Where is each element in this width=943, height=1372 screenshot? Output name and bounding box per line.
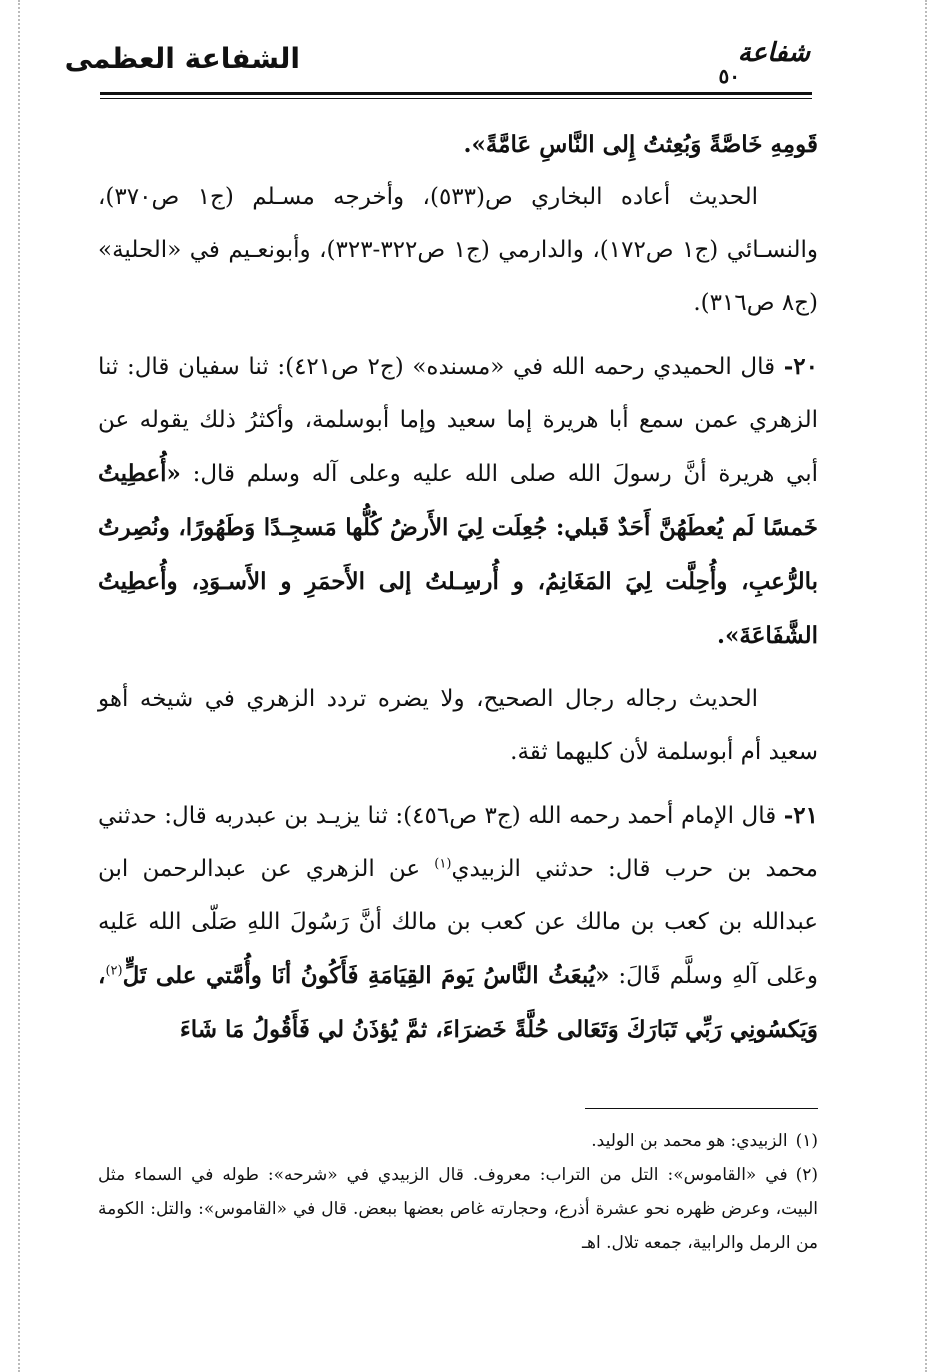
footnote-rule <box>585 1108 818 1109</box>
hadith-21-isnad-b: عن الزهري عن عبدالرحمن ابن عبدالله بن كعب بن مالك عن كعب بن مالك أنَّ رَسُولَ اللهِ صَلّى الله عَليه وعَلى آلهِ وسلَّم قَالَ: <box>98 856 819 989</box>
footnote-1 <box>98 1124 818 1158</box>
header-rule <box>100 92 812 95</box>
hadith-21-matn-a: «يُبعَثُ النَّاسُ يَومَ القِيَامَةِ فَأَكُونُ أنَا وأُمَّتي على تَلٍّ <box>122 962 610 989</box>
footnote-ref-1: (١) <box>434 856 452 872</box>
hadith-21 <box>98 789 818 1057</box>
left-margin-dots <box>18 0 20 1372</box>
paragraph-takhrij: الحديث أعاده البخاري ص(٥٣٣)، وأخرجه مسـلم (ج١ ص٣٧٠)، والنسـائي (ج١ ص١٧٢)، والدارمي (ج١ ص٣٢٢-٣٢٣)، وأبونعـيم في «الحلية» (ج٨ ص٣١٦). <box>98 184 818 316</box>
paragraph-1: قَومِهِ خَاصَّةً وَبُعِثتُ إِلى النَّاسِ عَامَّةً». <box>463 131 818 158</box>
page-number: ٥٠ <box>718 64 740 88</box>
header-rule-thin <box>100 98 812 99</box>
hadith-21-matn-b: ، وَيَكسُونِي رَبِّي تَبَارَكَ وَتَعَالى حُلَّةً خَضرَاءَ، ثمَّ يُؤذَنُ لي فَأَقُولُ مَا شَاءَ <box>98 962 818 1043</box>
hadith-20 <box>98 340 818 663</box>
hadith-number-20: ٢٠- <box>783 353 819 380</box>
footnotes <box>98 1124 818 1260</box>
footnote-2 <box>98 1158 818 1260</box>
header-logo: شفاعة <box>737 38 810 68</box>
footnote-2-text: في «القاموس»: التل من التراب: معروف. قال الزبيدي في «شرحه»: طوله في السماء مثل البيت، وعرض ظهره نحو عشرة أذرع، وحجارته غاص بعضها ببعض. قال في «القاموس»: والتل: الكومة من الرمل والرابية، جمعه تلال. اهـ <box>98 1165 818 1253</box>
hadith-20-matn: «أُعطِيتُ خَمسًا لَم يُعطَهُنَّ أَحَدٌ قَبلي: جُعِلَت لِيَ الأَرضُ كُلُّها مَسجِـدًا وَطَهُورًا، ونُصِرتُ بالرُّعبِ، وأُحِلَّت لِيَ المَغَانِمُ، و أُرسِـلتُ إلى الأَحمَرِ و الأَسـوَدِ، وأُعطِيتُ الشَّفَاعَةَ». <box>98 460 818 649</box>
hadith-number-21: ٢١- <box>783 802 818 829</box>
footnote-ref-2: (٢) <box>105 963 123 979</box>
paragraph-grading: الحديث رجاله رجال الصحيح، ولا يضره تردد الزهري في شيخه أهو سعيد أم أبوسلمة لأن كليهما ثقة. <box>98 686 818 765</box>
footnote-1-mark: (١) <box>795 1131 818 1151</box>
page-body <box>98 118 818 1057</box>
page-header <box>64 38 810 88</box>
hadith-21-isnad-a: قال الإمام أحمد رحمه الله (ج٣ ص٤٥٦): ثنا يزيـد بن عبدربه قال: حدثني محمد بن حرب قال: حدثني الزبيدي <box>98 803 818 882</box>
right-margin-dots <box>925 0 927 1372</box>
footnote-2-mark: (٢) <box>795 1165 818 1185</box>
running-title: الشفاعة العظمى <box>64 42 300 75</box>
footnote-1-text: الزبيدي: هو محمد بن الوليد. <box>591 1131 788 1151</box>
hadith-20-isnad: قال الحميدي رحمه الله في «مسنده» (ج٢ ص٤٢١): ثنا سفيان قال: ثنا الزهري عمن سمع أبا هريرة إما سعيد وإما أبوسلمة، وأكثرُ ذلك يقوله عن أبي هريرة أنَّ رسولَ الله صلى الله عليه وعلى آله وسلم قال: <box>98 354 818 487</box>
